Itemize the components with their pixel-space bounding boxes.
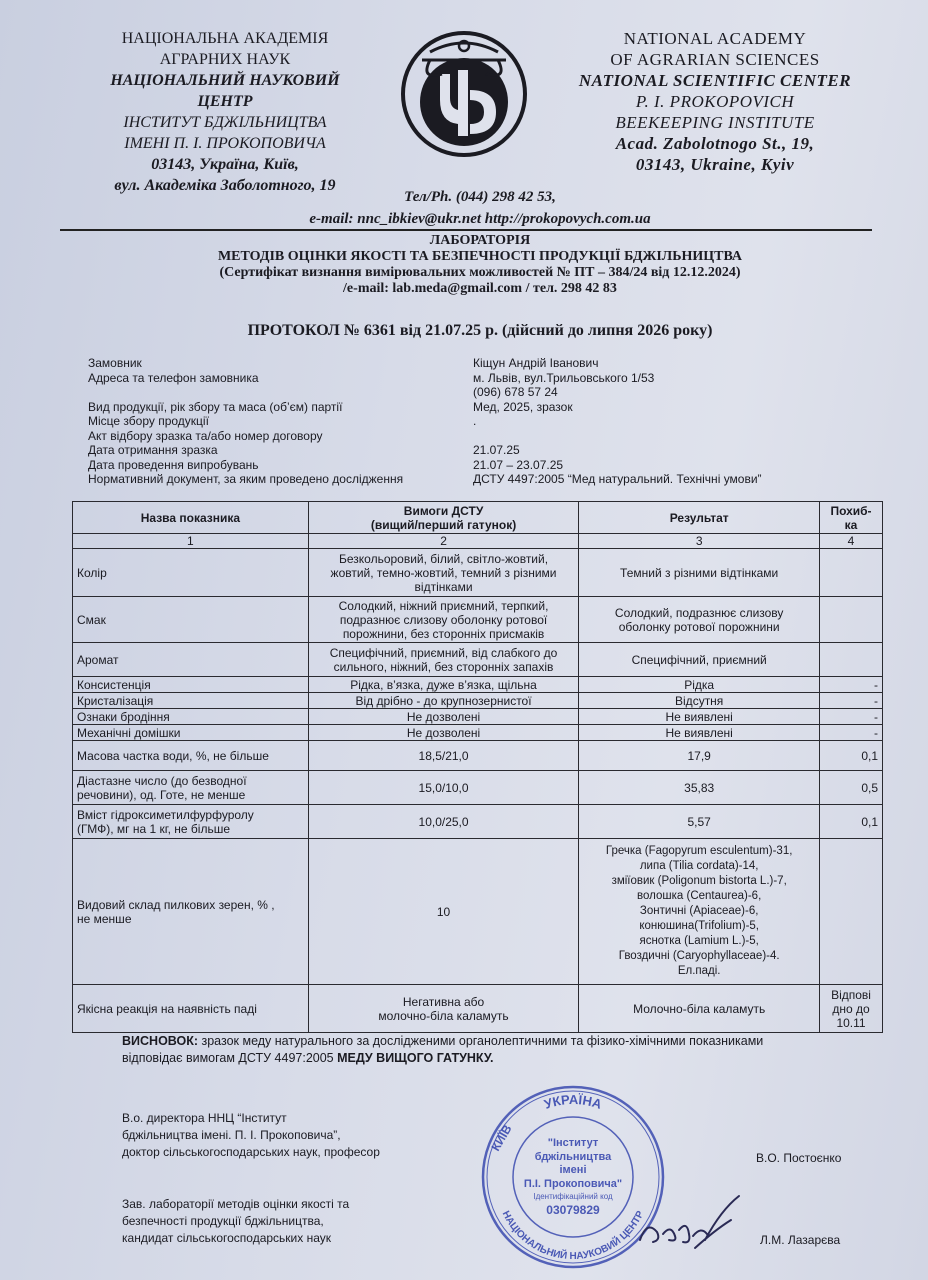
- indicator-name: Масова частка води, %, не більше: [73, 741, 309, 771]
- header-left-line4: ЦЕНТР: [197, 93, 253, 110]
- result: 17,9: [579, 741, 820, 771]
- director-name: В.О. Постоєнко: [756, 1151, 842, 1165]
- table-row: [73, 725, 883, 741]
- result: Гречка (Fagopyrum esculentum)-31, липа (Tilia cordata)-14, зміїовик (Poligonum bistorta L.)-7, волошка (Centaurea)-6, Зонтичні (Apiaceae)-6, конюшина(Trifolium)-5, яснотка (Lamium L.)-5, Гвоздичні (Caryophyllaceae)-4. Ел.паді.: [579, 839, 820, 985]
- handwritten-signature: [635, 1190, 745, 1260]
- result: 5,57: [579, 805, 820, 839]
- indicator-name: Діастазне число (до безводної речовини), од. Готе, не менше: [73, 771, 309, 805]
- header-right-line7: 03143, Ukraine, Kyiv: [635, 155, 795, 174]
- result: Не виявлені: [579, 709, 820, 725]
- requirement: 18,5/21,0: [308, 741, 579, 771]
- conclusion-grade: МЕДУ ВИЩОГО ГАТУНКУ.: [337, 1051, 494, 1065]
- lab-block: [120, 233, 840, 297]
- result: Молочно-біла каламуть: [579, 985, 820, 1033]
- header-left-line7: 03143, Україна, Київ,: [151, 156, 299, 173]
- meta-value: 21.07.25: [473, 443, 520, 457]
- contacts: [180, 186, 780, 230]
- column-header: Результат: [579, 502, 820, 534]
- stamp-code: 03079829: [546, 1203, 600, 1217]
- stamp-inner3: імені: [559, 1164, 587, 1176]
- error: -: [820, 677, 883, 693]
- table-row: [73, 549, 883, 597]
- stamp-outer-left: КИЇВ: [488, 1122, 515, 1154]
- indicator-name: Механічні домішки: [73, 725, 309, 741]
- column-header: Вимоги ДСТУ (вищий/перший гатунок): [308, 502, 579, 534]
- meta-key: Адреса та телефон замовника: [88, 370, 259, 385]
- table-row: [73, 597, 883, 643]
- conclusion: [122, 1033, 822, 1067]
- stamp-outer-top: УКРАЇНА: [542, 1091, 604, 1112]
- sample-meta: [88, 356, 848, 487]
- indicator-name: Колір: [73, 549, 309, 597]
- meta-value: 21.07 – 23.07.25: [473, 457, 564, 472]
- requirement: Не дозволені: [308, 725, 579, 741]
- meta-row: [88, 472, 848, 487]
- indicator-name: Видовий склад пилкових зерен, % , не менше: [73, 839, 309, 985]
- stamp-outer-bottom: НАЦІОНАЛЬНИЙ НАУКОВИЙ ЦЕНТР: [499, 1209, 647, 1263]
- table-row: [73, 839, 883, 985]
- table-row: [73, 985, 883, 1033]
- error: [820, 643, 883, 677]
- table-header-row: [73, 502, 883, 534]
- column-header: Похиб- ка: [820, 502, 883, 534]
- meta-value: м. Львів, вул.Трильовського 1/53: [473, 370, 655, 385]
- meta-value: Мед, 2025, зразок: [473, 399, 573, 414]
- error: -: [820, 709, 883, 725]
- column-number: 3: [579, 534, 820, 549]
- requirement: Негативна або молочно-біла каламуть: [308, 985, 579, 1033]
- column-number: 1: [73, 534, 309, 549]
- meta-value: ДСТУ 4497:2005 “Мед натуральний. Технічні умови”: [473, 472, 762, 486]
- meta-key: Дата проведення випробувань: [88, 457, 259, 472]
- email-web: e-mail: nnc_ibkiev@ukr.net http://prokopovych.com.ua: [309, 211, 651, 227]
- header-left-line1: НАЦІОНАЛЬНА АКАДЕМІЯ: [121, 30, 329, 47]
- meta-row: [88, 443, 848, 458]
- table-row: [73, 805, 883, 839]
- lab-head-title: Зав. лабораторії методів оцінки якості та безпечності продукції бджільництва, кандидат сільськогосподарських наук: [122, 1197, 350, 1245]
- column-number-row: [73, 534, 883, 549]
- table-row: [73, 741, 883, 771]
- table-row: [73, 709, 883, 725]
- institute-logo: [400, 30, 528, 158]
- header-right-line6: Acad. Zabolotnogo St., 19,: [615, 134, 815, 153]
- error: [820, 597, 883, 643]
- result: Не виявлені: [579, 725, 820, 741]
- indicator-name: Ознаки бродіння: [73, 709, 309, 725]
- meta-row: [88, 429, 848, 444]
- header-left-line8: вул. Академіка Заболотного, 19: [114, 177, 336, 194]
- result: 35,83: [579, 771, 820, 805]
- error: -: [820, 693, 883, 709]
- header-left-line5: ІНСТИТУТ БДЖІЛЬНИЦТВА: [123, 114, 327, 131]
- indicator-name: Аромат: [73, 643, 309, 677]
- column-number: 2: [308, 534, 579, 549]
- error: -: [820, 725, 883, 741]
- meta-row: [88, 385, 848, 400]
- meta-key: Місце збору продукції: [88, 414, 209, 428]
- lab-title2: МЕТОДІВ ОЦІНКИ ЯКОСТІ ТА БЕЗПЕЧНОСТІ ПРОДУКЦІЇ БДЖІЛЬНИЦТВА: [217, 249, 743, 264]
- indicator-name: Консистенція: [73, 677, 309, 693]
- meta-row: [88, 371, 848, 386]
- header-right-line4: P. I. PROKOPOVICH: [635, 92, 795, 111]
- stamp-code-label: Ідентифікаційний код: [533, 1192, 613, 1201]
- meta-row: [88, 458, 848, 473]
- header-left-ua: [60, 28, 390, 196]
- table-row: [73, 677, 883, 693]
- lab-head-name: Л.М. Лазарєва: [760, 1233, 841, 1247]
- table-row: [73, 643, 883, 677]
- indicator-name: Смак: [73, 597, 309, 643]
- error: [820, 839, 883, 985]
- header-left-line3: НАЦІОНАЛЬНИЙ НАУКОВИЙ: [110, 72, 340, 89]
- meta-row: [88, 356, 848, 371]
- result: Солодкий, подразнює слизову оболонку ротової порожнини: [579, 597, 820, 643]
- meta-row: [88, 400, 848, 415]
- error: 0,1: [820, 741, 883, 771]
- protocol-title: ПРОТОКОЛ № 6361 від 21.07.25 р. (дійсний до липня 2026 року): [247, 322, 713, 339]
- error: Відпові дно до 10.11: [820, 985, 883, 1033]
- header-right-line5: BEEKEEPING INSTITUTE: [615, 113, 815, 132]
- meta-value: (096) 678 57 24: [473, 385, 558, 399]
- requirement: Безкольоровий, білий, світло-жовтий, жовтий, темно-жовтий, темний з різними відтінками: [308, 549, 579, 597]
- header-left-line2: АГРАРНИХ НАУК: [159, 51, 291, 68]
- indicator-name: Кристалізація: [73, 693, 309, 709]
- requirement: Рідка, в’язка, дуже в’язка, щільна: [308, 677, 579, 693]
- lab-certificate: (Сертифікат визнання вимірювальних можливостей № ПТ – 384/24 від 12.12.2024): [219, 265, 741, 280]
- meta-value: Кіщун Андрій Іванович: [473, 356, 599, 370]
- header-left-line6: ІМЕНІ П. І. ПРОКОПОВИЧА: [124, 135, 326, 152]
- stamp-inner2: бджільництва: [534, 1151, 612, 1163]
- requirement: Не дозволені: [308, 709, 579, 725]
- stamp-inner4: П.І. Прокоповича": [523, 1178, 623, 1190]
- table-row: [73, 771, 883, 805]
- column-number: 4: [820, 534, 883, 549]
- header-divider: [60, 229, 872, 231]
- conclusion-text: зразок меду натурального за дослідженими органолептичними та фізико-хімічними показниками відповідає вимогам ДСТУ 4497:2005: [122, 1034, 764, 1065]
- error: [820, 549, 883, 597]
- indicator-name: Якісна реакція на наявність паді: [73, 985, 309, 1033]
- column-header: Назва показника: [73, 502, 309, 534]
- requirement: Від дрібно - до крупнозернистої: [308, 693, 579, 709]
- header-right-line3: NATIONAL SCIENTIFIC CENTER: [578, 71, 852, 90]
- result: Темний з різними відтінками: [579, 549, 820, 597]
- meta-row: [88, 414, 848, 429]
- requirement: Солодкий, ніжний приємний, терпкий, подразнює слизову оболонку ротової порожнини, без сторонніх присмаків: [308, 597, 579, 643]
- result: Рідка: [579, 677, 820, 693]
- table-row: [73, 693, 883, 709]
- lab-contact: /e-mail: lab.meda@gmail.com / тел. 298 42 83: [343, 281, 617, 296]
- error: 0,1: [820, 805, 883, 839]
- result: Специфічний, приємний: [579, 643, 820, 677]
- indicator-name: Вміст гідроксиметилфурфуролу (ГМФ), мг на 1 кг, не більше: [73, 805, 309, 839]
- result: Відсутня: [579, 693, 820, 709]
- header-right-en: [545, 28, 885, 175]
- error: 0,5: [820, 771, 883, 805]
- lab-title1: ЛАБОРАТОРІЯ: [429, 233, 531, 248]
- results-table: [72, 501, 883, 1033]
- header-right-line2: OF AGRARIAN SCIENCES: [610, 50, 820, 69]
- requirement: 10,0/25,0: [308, 805, 579, 839]
- meta-value: .: [473, 414, 477, 428]
- director-title: В.о. директора ННЦ “Інститут бджільництва імені. П. І. Прокоповича”, доктор сільськогосподарських наук, професор: [122, 1111, 380, 1159]
- meta-key: Вид продукції, рік збору та маса (об’єм) партії: [88, 399, 343, 414]
- meta-key: Нормативний документ, за яким проведено дослідження: [88, 472, 404, 486]
- conclusion-label: ВИСНОВОК:: [122, 1034, 199, 1048]
- meta-key: Акт відбору зразка та/або номер договору: [88, 428, 323, 443]
- header-right-line1: NATIONAL ACADEMY: [623, 29, 807, 48]
- requirement: 10: [308, 839, 579, 985]
- meta-key: Дата отримання зразка: [88, 443, 218, 457]
- stamp-inner1: "Інститут: [547, 1137, 599, 1149]
- phone: Тел/Ph. (044) 298 42 53,: [404, 189, 556, 205]
- requirement: Специфічний, приємний, від слабкого до сильного, ніжний, без сторонніх запахів: [308, 643, 579, 677]
- meta-key: Замовник: [88, 356, 142, 370]
- requirement: 15,0/10,0: [308, 771, 579, 805]
